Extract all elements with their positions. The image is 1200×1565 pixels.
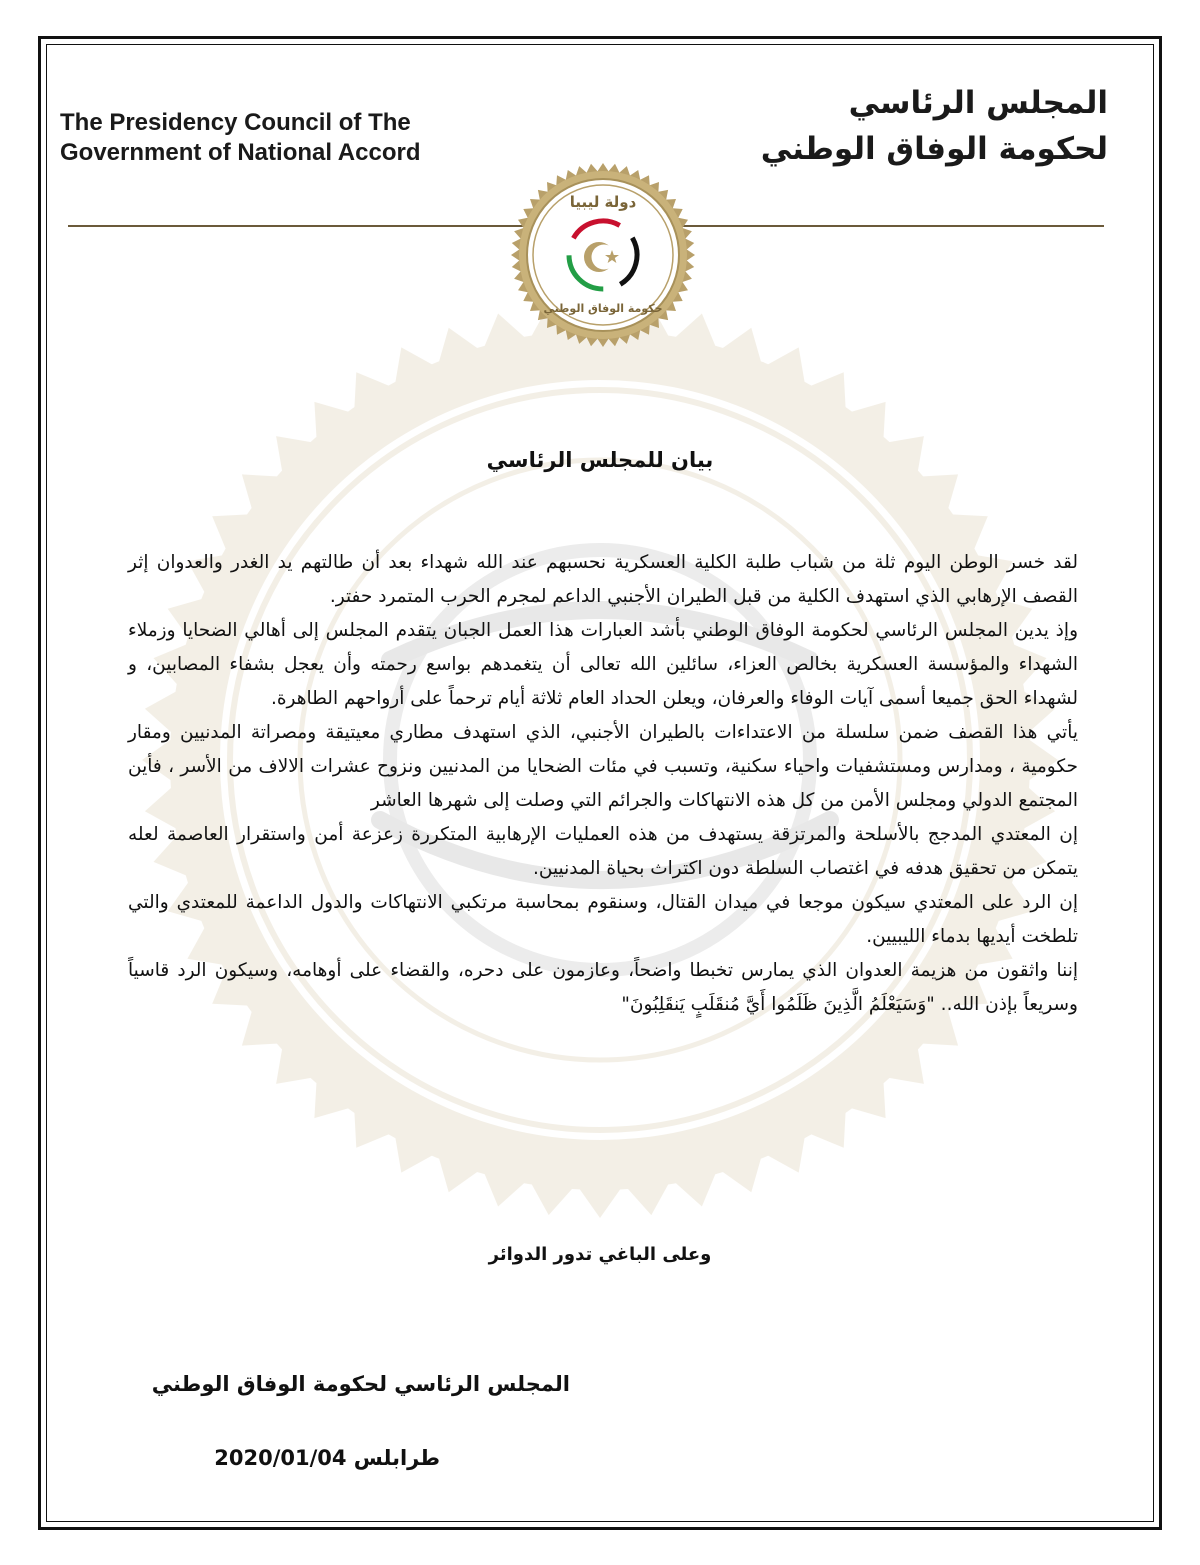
crescent-star-seal-icon xyxy=(508,160,698,350)
location-date: طرابلس 2020/01/04 xyxy=(214,1446,440,1470)
body-paragraph-6: إننا واثقون من هزيمة العدوان الذي يمارس تخبطا واضحاً، وعازمون على دحره، والقضاء على أوهامه، وسيكون الرد قاسياً وسريعاً بإذن الله.. "وَسَيَعْلَمُ الَّذِينَ ظَلَمُوا أَيَّ مُنقَلَبٍ يَنقَلِبُونَ" xyxy=(128,960,1078,1015)
seal-inscription-top: دولة ليبيا xyxy=(569,193,637,211)
body-paragraph-1: لقد خسر الوطن اليوم ثلة من شباب طلبة الكلية العسكرية نحسبهم عند الله شهداء بعد أن طالتهم يد الغدر والعدوان إثر القصف الإرهابي الذي استهدف الكلية من قبل الطيران الأجنبي الداعم لمجرم الحرب المتمرد حفتر. xyxy=(128,552,1078,607)
body-paragraph-2: وإذ يدين المجلس الرئاسي لحكومة الوفاق الوطني بأشد العبارات هذا العمل الجبان يتقدم المجلس إلى أهالي الضحايا وزملاء الشهداء والمؤسسة العسكرية بخالص العزاء، سائلين الله تعالى أن يتغمدهم بواسع رحمته وأن يعجل بشفاء المصابين، و لشهداء الحق جميعا أسمى آيات الوفاء والعرفان، ويعلن الحداد العام ثلاثة أيام ترحماً على أرواحهم الطاهرة. xyxy=(128,620,1078,709)
header-arabic-line-2: لحكومة الوفاق الوطني xyxy=(760,131,1108,167)
header-arabic xyxy=(748,80,1108,172)
header-arabic-line-1: المجلس الرئاسي xyxy=(848,85,1108,121)
seal-inscription-bottom: حكومة الوفاق الوطني xyxy=(543,302,663,315)
header-english-line-2: Government of National Accord xyxy=(60,139,421,166)
document-title: بيان للمجلس الرئاسي xyxy=(486,448,714,472)
body-paragraph-5: إن الرد على المعتدي سيكون موجعا في ميدان القتال، وسنقوم بمحاسبة مرتكبي الانتهاكات والدول الداعمة للمعتدي والتي تلطخت أيديها بدماء الليبيين. xyxy=(128,892,1078,947)
closing-line: وعلى الباغي تدور الدوائر xyxy=(488,1244,712,1265)
body-paragraph-3: يأتي هذا القصف ضمن سلسلة من الاعتداءات بالطيران الأجنبي، الذي استهدف مطاري معيتيقة ومصراتة المدنيين ومقار حكومية ، ومدارس ومستشفيات واحياء سكنية، وتسبب في مئات الضحايا من المدنيين ونزوح عشرات الالاف من الأسر ، فأين المجتمع الدولي ومجلس الأمن من كل هذه الانتهاكات والجرائم التي وصلت إلى شهرها العاشر xyxy=(128,722,1078,811)
header-english-line-1: The Presidency Council of The xyxy=(60,109,411,136)
body-paragraph-4: إن المعتدي المدجج بالأسلحة والمرتزقة يستهدف من هذه العمليات الإرهابية المتكررة زعزعة أمن واستقرار العاصمة لعله يتمكن من تحقيق هدفه في اغتصاب السلطة دون اكتراث بحياة المدنيين. xyxy=(128,824,1078,879)
document-body xyxy=(128,546,1078,1022)
header-english xyxy=(60,108,490,168)
signature: المجلس الرئاسي لحكومة الوفاق الوطني xyxy=(151,1372,570,1396)
